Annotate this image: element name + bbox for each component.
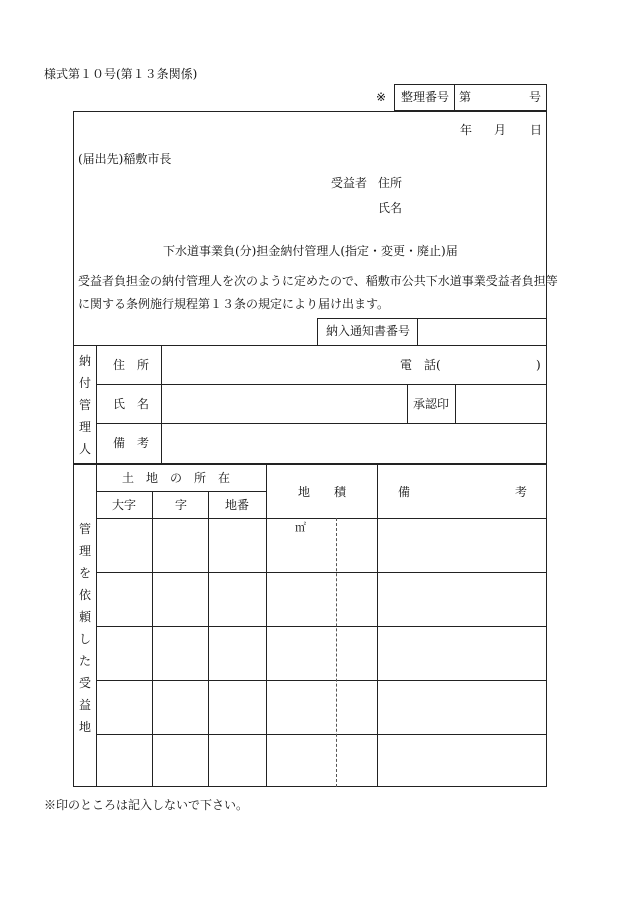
manager-name-label: 氏 名 bbox=[113, 397, 150, 411]
land-side-label: 管 理 を 依 頼 し た 受 益 地 bbox=[78, 522, 91, 734]
addressee: (届出先)稲敷市長 bbox=[78, 152, 172, 166]
land-col-aza: 字 bbox=[175, 498, 188, 512]
land-col-remarks-2: 考 bbox=[515, 485, 528, 499]
land-row-3[interactable] bbox=[97, 627, 546, 679]
land-area-unit: ㎡ bbox=[295, 521, 306, 534]
manager-seal-label: 承認印 bbox=[413, 397, 450, 411]
land-row-5[interactable] bbox=[97, 735, 546, 786]
land-row-2[interactable] bbox=[97, 573, 546, 625]
date-day[interactable]: 日 bbox=[530, 123, 543, 137]
footer-note: ※印のところは記入しないで下さい。 bbox=[44, 798, 249, 812]
applicant-address-label: 住所 bbox=[378, 176, 403, 190]
ref-mark: ※ bbox=[376, 90, 387, 104]
body-line-1: 受益者負担金の納付管理人を次のように定めたので、稲敷市公共下水道事業受益者負担等 bbox=[78, 274, 558, 288]
manager-phone-label: 電 話( bbox=[400, 358, 441, 372]
body-line-2: に関する条例施行規程第１３条の規定により届け出ます。 bbox=[78, 297, 390, 311]
land-col-oaza: 大字 bbox=[112, 498, 137, 512]
manager-name-field[interactable] bbox=[162, 385, 406, 422]
land-row-4[interactable] bbox=[97, 681, 546, 733]
manager-side-label: 納 付 管 理 人 bbox=[78, 354, 91, 456]
land-col-remarks-1: 備 bbox=[398, 485, 411, 499]
ref-number-label: 整理番号 bbox=[401, 90, 450, 104]
applicant-label: 受益者 bbox=[331, 176, 368, 190]
date-month[interactable]: 月 bbox=[494, 123, 507, 137]
land-row-1[interactable] bbox=[97, 519, 546, 571]
form-title: 下水道事業負(分)担金納付管理人(指定・変更・廃止)届 bbox=[163, 244, 458, 258]
ref-go[interactable]: 号 bbox=[529, 90, 542, 104]
manager-phone-close: ) bbox=[536, 358, 541, 372]
manager-remarks-label: 備 考 bbox=[113, 436, 150, 450]
manager-remarks-field[interactable] bbox=[162, 424, 546, 462]
manager-address-label: 住 所 bbox=[113, 358, 150, 372]
ref-dai: 第 bbox=[459, 90, 472, 104]
notice-number-field[interactable] bbox=[418, 319, 546, 344]
manager-seal-field[interactable] bbox=[456, 385, 546, 422]
land-col-area: 地 積 bbox=[298, 485, 347, 499]
land-col-chiban: 地番 bbox=[225, 498, 250, 512]
form-number: 様式第１０号(第１３条関係) bbox=[44, 67, 198, 81]
land-location-header: 土 地 の 所 在 bbox=[122, 471, 231, 485]
date-year[interactable]: 年 bbox=[460, 123, 473, 137]
manager-address-field[interactable] bbox=[162, 346, 392, 383]
applicant-name-label: 氏名 bbox=[378, 201, 403, 215]
notice-number-label: 納入通知書番号 bbox=[326, 324, 411, 338]
